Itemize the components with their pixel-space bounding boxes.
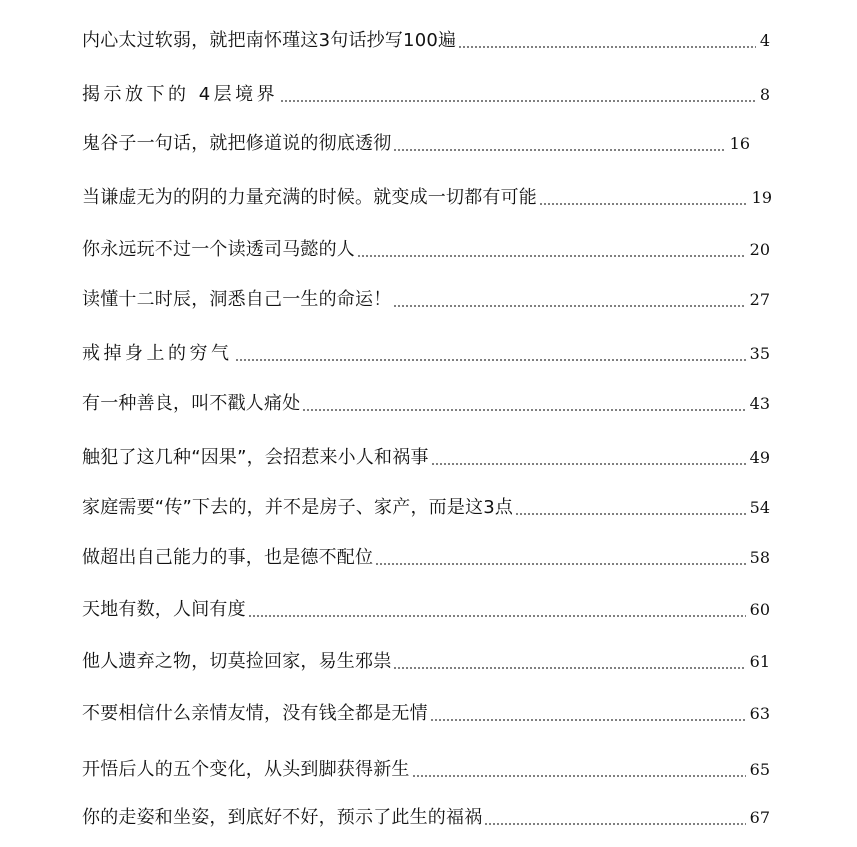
toc-dot-leader bbox=[393, 132, 725, 156]
toc-page-number: 60 bbox=[749, 600, 770, 619]
toc-page-number: 54 bbox=[749, 498, 770, 517]
toc-entry[interactable] bbox=[82, 285, 770, 315]
toc-page-number: 27 bbox=[749, 290, 770, 309]
toc-entry-title: 他人遗弃之物，切莫捡回家，易生邪祟 bbox=[82, 651, 392, 672]
toc-dot-leader bbox=[248, 598, 746, 622]
toc-entry[interactable] bbox=[82, 80, 770, 110]
toc-entry-title: 不要相信什么亲情友情，没有钱全都是无情 bbox=[82, 703, 428, 724]
toc-entry-title: 触犯了这几种“因果”，会招惹来小人和祸事 bbox=[82, 447, 429, 468]
toc-entry-title: 戒掉身上的穷气 bbox=[82, 343, 233, 364]
toc-dot-leader bbox=[412, 758, 746, 782]
toc-page-number: 49 bbox=[749, 448, 770, 467]
toc-dot-leader bbox=[484, 806, 745, 830]
toc-entry[interactable] bbox=[82, 235, 770, 265]
toc-dot-leader bbox=[431, 446, 746, 470]
toc-page-number: 20 bbox=[749, 240, 770, 259]
toc-entry[interactable] bbox=[82, 443, 770, 473]
toc-dot-leader bbox=[393, 288, 745, 312]
toc-entry-title: 天地有数，人间有度 bbox=[82, 599, 246, 620]
toc-entry[interactable] bbox=[82, 755, 770, 785]
toc-entry[interactable] bbox=[82, 543, 770, 573]
toc-dot-leader bbox=[280, 83, 756, 107]
toc-page-number: 65 bbox=[749, 760, 770, 779]
toc-entry[interactable] bbox=[82, 803, 770, 833]
toc-entry[interactable] bbox=[82, 493, 770, 523]
toc-page-number: 58 bbox=[749, 548, 770, 567]
toc-entry-title: 有一种善良，叫不戳人痛处 bbox=[82, 393, 301, 414]
toc-entry[interactable] bbox=[82, 647, 770, 677]
toc-dot-leader bbox=[458, 29, 756, 53]
toc-dot-leader bbox=[302, 392, 745, 416]
toc-entry[interactable] bbox=[82, 339, 770, 369]
toc-dot-leader bbox=[393, 650, 745, 674]
toc-page-number: 4 bbox=[759, 31, 770, 50]
toc-entry-title: 开悟后人的五个变化，从头到脚获得新生 bbox=[82, 759, 410, 780]
toc-page-number: 63 bbox=[749, 704, 770, 723]
toc-page-number: 19 bbox=[751, 188, 772, 207]
toc-page-number: 8 bbox=[759, 85, 770, 104]
toc-dot-leader bbox=[357, 238, 746, 262]
toc-dot-leader bbox=[539, 186, 748, 210]
toc-dot-leader bbox=[235, 342, 746, 366]
toc-dot-leader bbox=[430, 702, 746, 726]
toc-entry-title: 做超出自己能力的事，也是德不配位 bbox=[82, 547, 374, 568]
toc-entry[interactable] bbox=[82, 129, 750, 159]
toc-entry-title: 家庭需要“传”下去的，并不是房子、家产，而是这3点 bbox=[82, 497, 514, 518]
toc-entry-title: 当谦虚无为的阴的力量充满的时候。就变成一切都有可能 bbox=[82, 187, 537, 208]
toc-entry-title: 鬼谷子一句话，就把修道说的彻底透彻 bbox=[82, 133, 392, 154]
toc-entry[interactable] bbox=[82, 699, 770, 729]
toc-entry-title: 揭示放下的 4层境界 bbox=[82, 84, 279, 105]
toc-page-number: 67 bbox=[749, 808, 770, 827]
toc-entry-title: 读懂十二时辰，洞悉自己一生的命运！ bbox=[82, 289, 392, 310]
toc-entry-title: 内心太过软弱，就把南怀瑾这3句话抄写100遍 bbox=[82, 30, 457, 51]
toc-dot-leader bbox=[515, 496, 746, 520]
toc-entry-title: 你的走姿和坐姿，到底好不好，预示了此生的福祸 bbox=[82, 807, 483, 828]
toc-entry[interactable] bbox=[82, 183, 772, 213]
toc-page-number: 61 bbox=[749, 652, 770, 671]
toc-entry[interactable] bbox=[82, 389, 770, 419]
toc-page-number: 43 bbox=[749, 394, 770, 413]
toc-dot-leader bbox=[375, 546, 745, 570]
toc-entry[interactable] bbox=[82, 26, 770, 56]
toc-page-number: 16 bbox=[729, 134, 750, 153]
toc-entry[interactable] bbox=[82, 595, 770, 625]
toc-page-number: 35 bbox=[749, 344, 770, 363]
toc-entry-title: 你永远玩不过一个读透司马懿的人 bbox=[82, 239, 355, 260]
